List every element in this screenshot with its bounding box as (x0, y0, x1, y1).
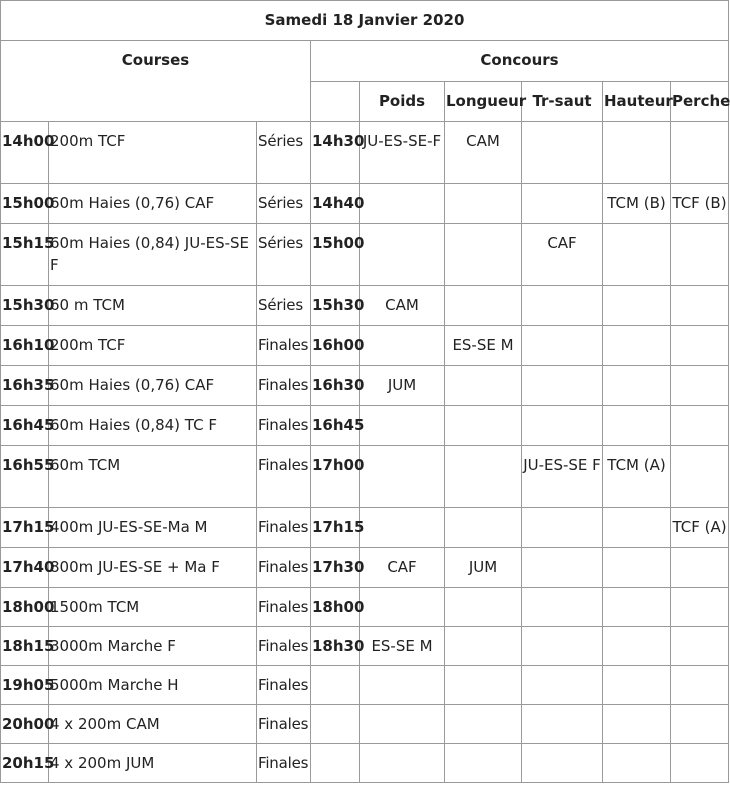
cell-longueur (445, 184, 522, 224)
courses-time: 15h00 (1, 184, 49, 224)
cell-longueur: JUM (445, 548, 522, 588)
courses-phase: Séries (257, 122, 311, 184)
cell-hauteur (603, 366, 671, 406)
cell-tr-saut (522, 184, 603, 224)
column-header-hauteur: Hauteur (603, 81, 671, 122)
table-row (1, 627, 729, 666)
courses-event: 60m Haies (0,76) CAF (49, 184, 257, 224)
date-heading: Samedi 18 Janvier 2020 (1, 1, 729, 41)
concours-time: 15h30 (311, 286, 360, 326)
courses-phase: Séries (257, 184, 311, 224)
cell-longueur (445, 406, 522, 446)
courses-time: 14h00 (1, 122, 49, 184)
courses-phase: Finales (257, 627, 311, 666)
concours-heading: Concours (311, 41, 729, 82)
concours-time: 14h30 (311, 122, 360, 184)
cell-hauteur: TCM (A) (603, 446, 671, 508)
courses-phase: Finales (257, 588, 311, 627)
courses-event: 200m TCF (49, 326, 257, 366)
cell-perche (671, 286, 729, 326)
courses-event: 60m TCM (49, 446, 257, 508)
cell-perche (671, 744, 729, 783)
table-row (1, 184, 729, 224)
cell-hauteur: TCM (B) (603, 184, 671, 224)
table-row (1, 744, 729, 783)
cell-longueur (445, 588, 522, 627)
courses-phase: Séries (257, 224, 311, 286)
cell-poids: CAF (360, 548, 445, 588)
cell-tr-saut (522, 286, 603, 326)
cell-longueur (445, 666, 522, 705)
column-header-perche: Perche (671, 81, 729, 122)
courses-phase: Finales (257, 366, 311, 406)
table-row (1, 588, 729, 627)
table-row (1, 666, 729, 705)
concours-time: 17h00 (311, 446, 360, 508)
courses-time: 16h55 (1, 446, 49, 508)
cell-tr-saut: JU-ES-SE F (522, 446, 603, 508)
cell-poids: JUM (360, 366, 445, 406)
cell-perche (671, 705, 729, 744)
cell-poids (360, 744, 445, 783)
courses-time: 18h00 (1, 588, 49, 627)
cell-hauteur (603, 627, 671, 666)
cell-poids: JU-ES-SE-F (360, 122, 445, 184)
concours-time-header (311, 81, 360, 122)
cell-tr-saut (522, 366, 603, 406)
cell-perche (671, 446, 729, 508)
courses-time: 15h30 (1, 286, 49, 326)
cell-hauteur (603, 286, 671, 326)
courses-event: 60m Haies (0,84) JU-ES-SE F (49, 224, 257, 286)
concours-time: 16h00 (311, 326, 360, 366)
cell-perche (671, 224, 729, 286)
courses-time: 15h15 (1, 224, 49, 286)
concours-time: 17h15 (311, 508, 360, 548)
cell-tr-saut (522, 406, 603, 446)
cell-perche (671, 666, 729, 705)
concours-time: 16h45 (311, 406, 360, 446)
table-row (1, 508, 729, 548)
column-header-tr-saut: Tr-saut (522, 81, 603, 122)
cell-perche (671, 627, 729, 666)
courses-event: 4 x 200m JUM (49, 744, 257, 783)
cell-perche (671, 548, 729, 588)
cell-hauteur (603, 588, 671, 627)
concours-time: 16h30 (311, 366, 360, 406)
cell-tr-saut (522, 548, 603, 588)
cell-perche (671, 366, 729, 406)
courses-time: 16h45 (1, 406, 49, 446)
courses-time: 18h15 (1, 627, 49, 666)
courses-time: 19h05 (1, 666, 49, 705)
cell-tr-saut: CAF (522, 224, 603, 286)
table-row (1, 286, 729, 326)
cell-tr-saut (522, 122, 603, 184)
cell-perche (671, 406, 729, 446)
concours-time (311, 666, 360, 705)
cell-longueur (445, 744, 522, 783)
cell-poids (360, 705, 445, 744)
courses-event: 4 x 200m CAM (49, 705, 257, 744)
courses-event: 1500m TCM (49, 588, 257, 627)
cell-poids (360, 326, 445, 366)
cell-longueur (445, 446, 522, 508)
concours-time (311, 705, 360, 744)
cell-hauteur (603, 326, 671, 366)
cell-longueur (445, 627, 522, 666)
cell-longueur (445, 224, 522, 286)
cell-longueur (445, 508, 522, 548)
cell-poids: ES-SE M (360, 627, 445, 666)
table-row (1, 224, 729, 286)
table-row (1, 326, 729, 366)
cell-tr-saut (522, 588, 603, 627)
cell-perche: TCF (B) (671, 184, 729, 224)
cell-tr-saut (522, 508, 603, 548)
table-row (1, 366, 729, 406)
courses-phase: Finales (257, 446, 311, 508)
courses-phase: Finales (257, 406, 311, 446)
cell-hauteur (603, 406, 671, 446)
cell-poids: CAM (360, 286, 445, 326)
courses-phase: Finales (257, 744, 311, 783)
cell-poids (360, 666, 445, 705)
cell-poids (360, 446, 445, 508)
cell-poids (360, 406, 445, 446)
courses-event: 60 m TCM (49, 286, 257, 326)
table-row (1, 705, 729, 744)
courses-event: 5000m Marche H (49, 666, 257, 705)
cell-longueur: ES-SE M (445, 326, 522, 366)
cell-poids (360, 588, 445, 627)
courses-phase: Finales (257, 705, 311, 744)
concours-time: 15h00 (311, 224, 360, 286)
courses-time: 17h15 (1, 508, 49, 548)
courses-phase: Finales (257, 508, 311, 548)
cell-tr-saut (522, 744, 603, 783)
concours-time: 18h00 (311, 588, 360, 627)
cell-poids (360, 224, 445, 286)
courses-time: 20h15 (1, 744, 49, 783)
concours-time: 18h30 (311, 627, 360, 666)
cell-hauteur (603, 122, 671, 184)
cell-hauteur (603, 508, 671, 548)
cell-longueur (445, 366, 522, 406)
concours-time (311, 744, 360, 783)
column-header-poids: Poids (360, 81, 445, 122)
cell-perche: TCF (A) (671, 508, 729, 548)
cell-tr-saut (522, 705, 603, 744)
courses-event: 3000m Marche F (49, 627, 257, 666)
cell-poids (360, 184, 445, 224)
cell-longueur: CAM (445, 122, 522, 184)
column-header-longueur: Longueur (445, 81, 522, 122)
cell-hauteur (603, 666, 671, 705)
courses-event: 800m JU-ES-SE + Ma F (49, 548, 257, 588)
table-row (1, 122, 729, 184)
courses-phase: Finales (257, 548, 311, 588)
courses-heading: Courses (1, 41, 311, 122)
cell-hauteur (603, 224, 671, 286)
courses-time: 20h00 (1, 705, 49, 744)
cell-longueur (445, 286, 522, 326)
courses-time: 17h40 (1, 548, 49, 588)
courses-phase: Séries (257, 286, 311, 326)
cell-hauteur (603, 705, 671, 744)
courses-event: 60m Haies (0,76) CAF (49, 366, 257, 406)
cell-tr-saut (522, 666, 603, 705)
courses-phase: Finales (257, 326, 311, 366)
courses-event: 60m Haies (0,84) TC F (49, 406, 257, 446)
concours-time: 14h40 (311, 184, 360, 224)
courses-phase: Finales (257, 666, 311, 705)
table-row (1, 548, 729, 588)
courses-event: 400m JU-ES-SE-Ma M (49, 508, 257, 548)
table-row (1, 446, 729, 508)
cell-tr-saut (522, 326, 603, 366)
cell-perche (671, 122, 729, 184)
concours-time: 17h30 (311, 548, 360, 588)
cell-longueur (445, 705, 522, 744)
cell-tr-saut (522, 627, 603, 666)
cell-poids (360, 508, 445, 548)
courses-time: 16h35 (1, 366, 49, 406)
courses-time: 16h10 (1, 326, 49, 366)
courses-event: 200m TCF (49, 122, 257, 184)
table-row (1, 406, 729, 446)
cell-hauteur (603, 744, 671, 783)
cell-perche (671, 588, 729, 627)
cell-perche (671, 326, 729, 366)
cell-hauteur (603, 548, 671, 588)
